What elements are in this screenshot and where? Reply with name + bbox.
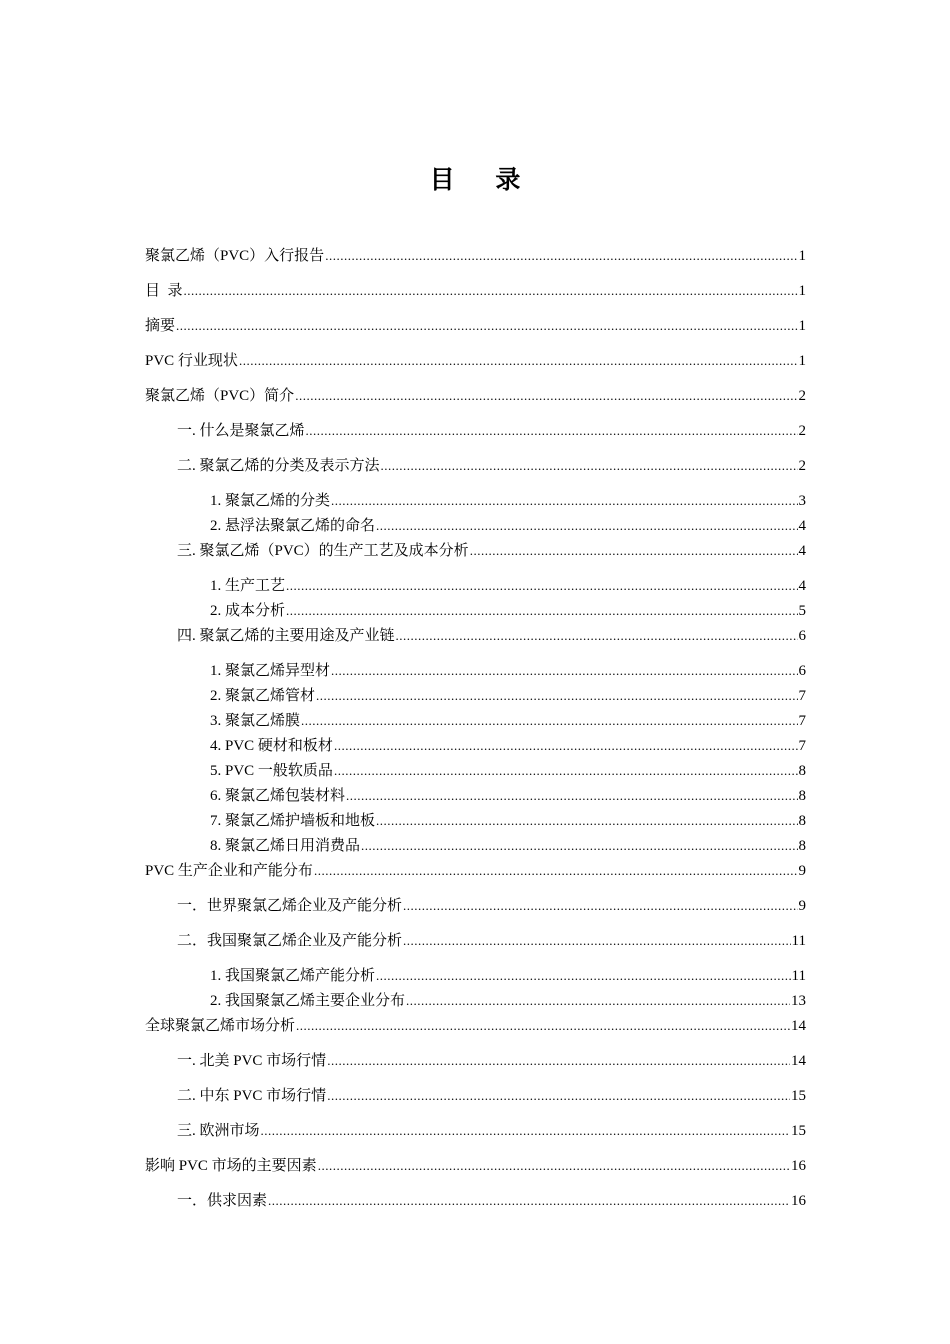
dot-leader: [327, 1086, 790, 1106]
toc-entry[interactable]: [210, 761, 806, 781]
toc-entry-page: 15: [791, 1088, 806, 1104]
dot-leader: [286, 576, 797, 596]
toc-entry-page: 4: [798, 543, 806, 559]
toc-entry[interactable]: [145, 1156, 806, 1176]
toc-entry-page: 8: [798, 813, 806, 829]
toc-entry[interactable]: [210, 686, 806, 706]
toc-entry-page: 1: [798, 353, 806, 369]
dot-leader: [239, 351, 798, 371]
dot-leader: [346, 786, 797, 806]
toc-entry[interactable]: [210, 736, 806, 756]
toc-entry-text: 2. 成本分析: [210, 603, 286, 619]
toc-entry[interactable]: [177, 896, 806, 916]
dot-leader: [376, 516, 797, 536]
dot-leader: [376, 966, 791, 986]
toc-entry-page: 16: [791, 1158, 806, 1174]
toc-entry[interactable]: [177, 626, 806, 646]
dot-leader: [403, 896, 797, 916]
dot-leader: [396, 626, 798, 646]
toc-entry[interactable]: [210, 836, 806, 856]
toc-entry-page: 15: [791, 1123, 806, 1139]
toc-entry-page: 2: [798, 388, 806, 404]
toc-entry[interactable]: [177, 1086, 806, 1106]
toc-entry[interactable]: [177, 456, 806, 476]
dot-leader: [306, 421, 798, 441]
dot-leader: [301, 711, 797, 731]
toc-entry-text: 二. 中东 PVC 市场行情: [177, 1088, 327, 1104]
toc-entry-text: 聚氯乙烯（PVC）简介: [145, 388, 295, 404]
dot-leader: [295, 386, 797, 406]
dot-leader: [314, 861, 798, 881]
toc-entry-page: 7: [798, 713, 806, 729]
toc-entry[interactable]: [210, 711, 806, 731]
toc-entry[interactable]: [177, 1121, 806, 1141]
toc-entry-text: 2. 悬浮法聚氯乙烯的命名: [210, 518, 376, 534]
toc-entry-page: 5: [798, 603, 806, 619]
toc-entry-text: 一．供求因素: [177, 1193, 268, 1209]
toc-title: 目 录: [429, 165, 537, 194]
dot-leader: [334, 761, 798, 781]
dot-leader: [325, 246, 797, 266]
toc-entry-text: 4. PVC 硬材和板材: [210, 738, 333, 754]
toc-entry-text: 6. 聚氯乙烯包装材料: [210, 788, 346, 804]
toc-entry-text: 2. 我国聚氯乙烯主要企业分布: [210, 993, 406, 1009]
toc-entry-text: 1. 生产工艺: [210, 578, 286, 594]
dot-leader: [403, 931, 791, 951]
toc-entry-page: 7: [798, 738, 806, 754]
dot-leader: [331, 491, 797, 511]
toc-entry-text: PVC 行业现状: [145, 353, 238, 369]
toc-entry-text: 2. 聚氯乙烯管材: [210, 688, 316, 704]
toc-entry[interactable]: [177, 421, 806, 441]
toc-entry-text: 8. 聚氯乙烯日用消费品: [210, 838, 361, 854]
toc-entry[interactable]: [210, 601, 806, 621]
toc-entry-text: 影响 PVC 市场的主要因素: [145, 1158, 317, 1174]
toc-entry-text: 1. 我国聚氯乙烯产能分析: [210, 968, 376, 984]
dot-leader: [268, 1191, 790, 1211]
toc-entry-text: 一. 北美 PVC 市场行情: [177, 1053, 327, 1069]
toc-entry-page: 14: [791, 1018, 806, 1034]
toc-entry-text: 一. 什么是聚氯乙烯: [177, 423, 305, 439]
toc-entry-text: 1. 聚氯乙烯异型材: [210, 663, 331, 679]
toc-entry-page: 9: [798, 863, 806, 879]
toc-entry-page: 2: [798, 423, 806, 439]
toc-entry-page: 8: [798, 763, 806, 779]
toc-entry-page: 7: [798, 688, 806, 704]
toc-entry[interactable]: [210, 991, 806, 1011]
toc-entry-text: 目 录: [145, 283, 183, 299]
toc-entry-page: 3: [798, 493, 806, 509]
toc-entry-page: 16: [791, 1193, 806, 1209]
toc-entry-page: 4: [798, 518, 806, 534]
toc-entry[interactable]: [210, 786, 806, 806]
dot-leader: [286, 601, 797, 621]
toc-entry[interactable]: [145, 281, 806, 301]
dot-leader: [331, 661, 797, 681]
dot-leader: [318, 1156, 790, 1176]
toc-entry-text: 7. 聚氯乙烯护墙板和地板: [210, 813, 376, 829]
toc-entry-page: 2: [798, 458, 806, 474]
toc-entry-text: 三. 欧洲市场: [177, 1123, 260, 1139]
dot-leader: [361, 836, 797, 856]
toc-entry[interactable]: [145, 351, 806, 371]
toc-entry-page: 4: [798, 578, 806, 594]
toc-entry[interactable]: [177, 931, 806, 951]
toc-entry-page: 1: [798, 283, 806, 299]
toc-entry-page: 14: [791, 1053, 806, 1069]
toc-entry[interactable]: [210, 491, 806, 511]
toc-entry-text: 摘要: [145, 318, 176, 334]
toc-entry[interactable]: [210, 516, 806, 536]
toc-entry-page: 9: [798, 898, 806, 914]
toc-entry-text: 四. 聚氯乙烯的主要用途及产业链: [177, 628, 395, 644]
dot-leader: [327, 1051, 790, 1071]
toc-entry-page: 1: [798, 318, 806, 334]
toc-entry-text: 5. PVC 一般软质品: [210, 763, 333, 779]
dot-leader: [470, 541, 798, 561]
toc-entry[interactable]: [210, 811, 806, 831]
toc-entry-text: 聚氯乙烯（PVC）入行报告: [145, 248, 325, 264]
toc-entry-text: 三. 聚氯乙烯（PVC）的生产工艺及成本分析: [177, 543, 469, 559]
toc-entry-text: 全球聚氯乙烯市场分析: [145, 1018, 296, 1034]
toc-entry[interactable]: [177, 541, 806, 561]
toc-entry-text: 1. 聚氯乙烯的分类: [210, 493, 331, 509]
dot-leader: [184, 281, 798, 301]
toc-entry-page: 8: [798, 838, 806, 854]
toc-entry-text: 3. 聚氯乙烯膜: [210, 713, 301, 729]
toc-entry[interactable]: [177, 1191, 806, 1211]
toc-entry-page: 1: [798, 248, 806, 264]
toc-entry[interactable]: [145, 861, 806, 881]
dot-leader: [296, 1016, 790, 1036]
toc-entry-text: 二．我国聚氯乙烯企业及产能分析: [177, 933, 403, 949]
toc-entry-page: 13: [791, 993, 806, 1009]
toc-entry[interactable]: [210, 966, 806, 986]
dot-leader: [316, 686, 797, 706]
dot-leader: [381, 456, 798, 476]
dot-leader: [376, 811, 797, 831]
toc-entry[interactable]: [210, 661, 806, 681]
toc-entry-text: 一．世界聚氯乙烯企业及产能分析: [177, 898, 403, 914]
toc-entry-page: 8: [798, 788, 806, 804]
toc-entry-page: 6: [798, 628, 806, 644]
dot-leader: [406, 991, 790, 1011]
dot-leader: [261, 1121, 790, 1141]
toc-entry-page: 6: [798, 663, 806, 679]
dot-leader: [334, 736, 798, 756]
toc-entry[interactable]: [145, 386, 806, 406]
dot-leader: [176, 316, 797, 336]
toc-entry-text: PVC 生产企业和产能分布: [145, 863, 313, 879]
toc-entry[interactable]: [145, 246, 806, 266]
toc-entry-page: 11: [791, 968, 806, 984]
toc-entry-text: 二. 聚氯乙烯的分类及表示方法: [177, 458, 380, 474]
toc-entry[interactable]: [210, 576, 806, 596]
toc-entry[interactable]: [145, 316, 806, 336]
toc-entry[interactable]: [177, 1051, 806, 1071]
toc-entry-page: 11: [791, 933, 806, 949]
toc-entry[interactable]: [145, 1016, 806, 1036]
